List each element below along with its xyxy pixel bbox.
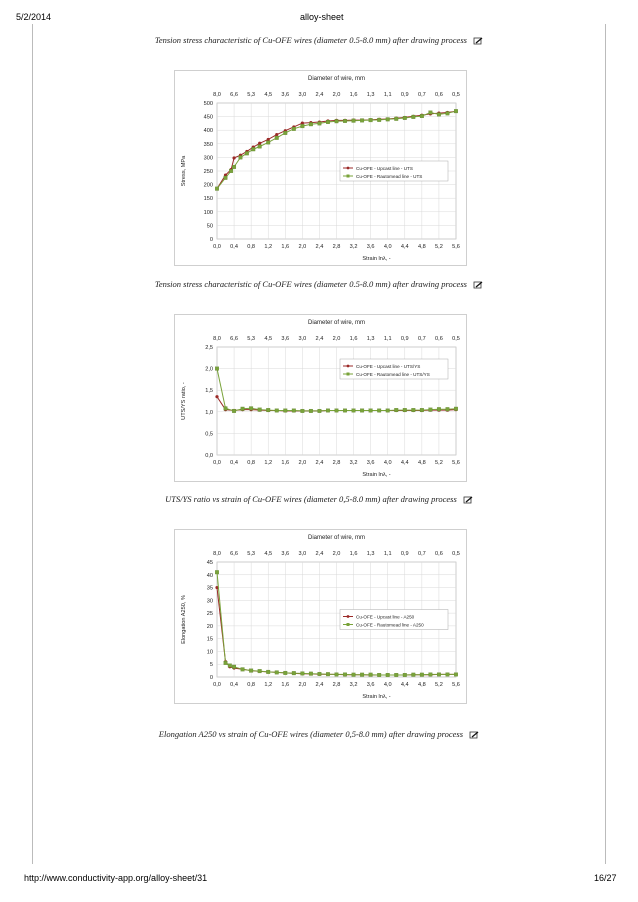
y-tick-label: 10 bbox=[206, 649, 213, 656]
data-point bbox=[232, 165, 236, 169]
x-tick-label: 1,2 bbox=[264, 460, 273, 466]
top-tick-label: 1,1 bbox=[383, 92, 392, 98]
data-point bbox=[301, 409, 305, 413]
x-tick-label: 0,0 bbox=[213, 682, 221, 688]
data-point bbox=[232, 156, 235, 159]
pencil-note-icon[interactable] bbox=[473, 281, 483, 289]
data-point bbox=[229, 169, 233, 173]
top-tick-label: 0,6 bbox=[435, 336, 443, 342]
top-tick-label: 2,0 bbox=[332, 336, 341, 342]
y-tick-label: 40 bbox=[206, 572, 213, 579]
data-point bbox=[245, 152, 249, 156]
data-point bbox=[326, 409, 330, 413]
top-tick-label: 3,0 bbox=[298, 92, 307, 98]
top-tick-label: 6,6 bbox=[230, 336, 238, 342]
y-tick-label: 400 bbox=[203, 128, 213, 135]
x-tick-label: 1,6 bbox=[281, 244, 290, 250]
y-tick-label: 150 bbox=[203, 196, 213, 203]
x-tick-label: 4,0 bbox=[383, 682, 392, 688]
x-tick-label: 0,4 bbox=[230, 682, 238, 688]
top-tick-label: 0,9 bbox=[400, 551, 409, 557]
data-point bbox=[283, 409, 287, 413]
top-axis-label: Diameter of wire, mm bbox=[307, 76, 366, 82]
caption-text: Tension stress characteristic of Cu-OFE wires (diameter 0.5-8.0 mm) after drawing process bbox=[154, 279, 467, 289]
x-tick-label: 4,8 bbox=[417, 244, 426, 250]
data-point bbox=[318, 409, 322, 413]
y-axis-label: Stress, MPa bbox=[181, 155, 187, 187]
x-axis-label: Strain lnλ, - bbox=[362, 256, 391, 262]
x-tick-label: 4,4 bbox=[400, 244, 409, 250]
data-point bbox=[377, 409, 381, 413]
top-tick-label: 1,1 bbox=[383, 551, 392, 557]
x-tick-label: 3,6 bbox=[366, 244, 375, 250]
data-point bbox=[228, 664, 232, 668]
top-tick-label: 2,4 bbox=[315, 92, 324, 98]
data-point bbox=[335, 673, 339, 677]
data-point bbox=[215, 570, 219, 574]
y-tick-label: 2,0 bbox=[205, 366, 213, 373]
data-point bbox=[301, 124, 305, 128]
data-point bbox=[275, 133, 278, 136]
x-tick-label: 2,4 bbox=[315, 682, 324, 688]
data-point bbox=[241, 407, 245, 411]
legend-marker bbox=[347, 623, 350, 626]
y-tick-label: 500 bbox=[203, 101, 213, 107]
data-point bbox=[429, 408, 433, 412]
header-title: alloy-sheet bbox=[300, 12, 344, 22]
data-point bbox=[318, 122, 322, 126]
y-tick-label: 0,5 bbox=[205, 431, 213, 438]
top-tick-label: 0,5 bbox=[452, 336, 460, 342]
data-point bbox=[301, 672, 305, 676]
top-tick-label: 6,6 bbox=[230, 551, 238, 557]
data-point bbox=[241, 668, 245, 672]
top-tick-label: 0,7 bbox=[417, 92, 426, 98]
top-tick-label: 8,0 bbox=[213, 336, 221, 342]
chart-svg-2 bbox=[175, 315, 466, 481]
top-tick-label: 8,0 bbox=[213, 92, 221, 98]
top-axis-label: Diameter of wire, mm bbox=[307, 535, 366, 541]
data-point bbox=[394, 673, 398, 677]
data-point bbox=[454, 109, 458, 113]
data-point bbox=[215, 395, 218, 398]
data-point bbox=[275, 409, 279, 413]
x-tick-label: 4,8 bbox=[417, 682, 426, 688]
x-tick-label: 0,8 bbox=[247, 460, 256, 466]
x-tick-label: 5,2 bbox=[435, 682, 443, 688]
data-point bbox=[343, 119, 347, 123]
x-tick-label: 0,8 bbox=[247, 244, 256, 250]
data-point bbox=[403, 408, 407, 412]
data-point bbox=[352, 119, 356, 123]
top-tick-label: 2,4 bbox=[315, 336, 324, 342]
top-tick-label: 0,7 bbox=[417, 551, 426, 557]
y-tick-label: 20 bbox=[206, 623, 213, 630]
legend-marker bbox=[347, 175, 350, 178]
legend-label: Cu-OFE - Upcast line - UTS/YS bbox=[356, 363, 421, 369]
x-tick-label: 2,4 bbox=[315, 244, 324, 250]
top-tick-label: 5,3 bbox=[247, 92, 256, 98]
data-point bbox=[454, 673, 458, 677]
data-point bbox=[232, 665, 236, 669]
data-point bbox=[437, 673, 441, 677]
figure-caption-3 bbox=[100, 494, 538, 504]
data-point bbox=[318, 672, 322, 676]
y-tick-label: 1,5 bbox=[205, 388, 213, 395]
data-point bbox=[258, 408, 262, 412]
legend-marker bbox=[347, 365, 350, 368]
figure-caption-4 bbox=[100, 729, 538, 739]
x-tick-label: 5,6 bbox=[452, 244, 460, 250]
left-margin-line bbox=[32, 24, 33, 864]
x-tick-label: 3,2 bbox=[349, 460, 358, 466]
x-tick-label: 4,4 bbox=[400, 682, 409, 688]
data-point bbox=[446, 407, 450, 411]
legend-label: Cu-OFE - Rautomead line - UTS/YS bbox=[356, 371, 430, 377]
data-point bbox=[403, 116, 407, 120]
x-axis-label: Strain lnλ, - bbox=[362, 472, 391, 478]
top-tick-label: 4,5 bbox=[264, 92, 273, 98]
y-tick-label: 450 bbox=[203, 114, 213, 121]
top-tick-label: 1,6 bbox=[349, 336, 358, 342]
x-tick-label: 2,0 bbox=[298, 244, 307, 250]
data-point bbox=[292, 409, 296, 413]
top-tick-label: 6,6 bbox=[230, 92, 238, 98]
data-point bbox=[386, 409, 390, 413]
top-tick-label: 0,6 bbox=[435, 551, 443, 557]
top-tick-label: 3,0 bbox=[298, 336, 307, 342]
x-tick-label: 2,0 bbox=[298, 460, 307, 466]
data-point bbox=[335, 119, 339, 123]
caption-text: Tension stress characteristic of Cu-OFE wires (diameter 0.5-8.0 mm) after drawing process bbox=[154, 35, 467, 45]
top-tick-label: 1,6 bbox=[349, 92, 358, 98]
data-point bbox=[369, 673, 373, 677]
data-point bbox=[360, 409, 364, 413]
data-point bbox=[266, 408, 270, 412]
data-point bbox=[275, 136, 279, 140]
x-tick-label: 1,6 bbox=[281, 460, 290, 466]
x-axis-label: Strain lnλ, - bbox=[362, 694, 391, 700]
top-tick-label: 2,4 bbox=[315, 551, 324, 557]
legend-label: Cu-OFE - Upcast line - UTS bbox=[356, 165, 413, 171]
legend-label: Cu-OFE - Rautomead line - UTS bbox=[356, 173, 423, 179]
data-point bbox=[283, 671, 287, 675]
right-margin-line bbox=[605, 24, 606, 864]
y-tick-label: 200 bbox=[203, 182, 213, 189]
x-tick-label: 4,8 bbox=[417, 460, 426, 466]
top-tick-label: 3,6 bbox=[281, 551, 290, 557]
x-tick-label: 2,4 bbox=[315, 460, 324, 466]
y-tick-label: 350 bbox=[203, 141, 213, 148]
pencil-note-icon[interactable] bbox=[469, 731, 479, 739]
data-point bbox=[326, 120, 330, 124]
data-point bbox=[258, 145, 262, 149]
data-point bbox=[369, 409, 373, 413]
top-tick-label: 1,3 bbox=[366, 336, 375, 342]
data-point bbox=[232, 409, 236, 413]
top-tick-label: 0,6 bbox=[435, 92, 443, 98]
data-point bbox=[420, 408, 424, 412]
data-point bbox=[360, 119, 364, 123]
x-tick-label: 0,4 bbox=[230, 460, 238, 466]
data-point bbox=[429, 111, 433, 115]
y-tick-label: 100 bbox=[203, 209, 213, 216]
data-point bbox=[275, 671, 279, 675]
y-tick-label: 250 bbox=[203, 169, 213, 175]
x-tick-label: 2,8 bbox=[332, 244, 341, 250]
legend-marker bbox=[347, 373, 350, 376]
top-tick-label: 4,5 bbox=[264, 336, 273, 342]
chart-svg-3 bbox=[175, 530, 466, 703]
x-tick-label: 3,2 bbox=[349, 682, 358, 688]
data-point bbox=[309, 409, 313, 413]
top-tick-label: 4,5 bbox=[264, 551, 273, 557]
x-tick-label: 1,2 bbox=[264, 682, 273, 688]
data-point bbox=[446, 112, 450, 116]
x-tick-label: 2,0 bbox=[298, 682, 307, 688]
data-point bbox=[309, 122, 313, 126]
data-point bbox=[292, 127, 296, 131]
x-tick-label: 2,8 bbox=[332, 460, 341, 466]
x-tick-label: 5,2 bbox=[435, 244, 443, 250]
x-tick-label: 0,4 bbox=[230, 244, 238, 250]
top-tick-label: 1,1 bbox=[383, 336, 392, 342]
top-tick-label: 1,3 bbox=[366, 551, 375, 557]
data-point bbox=[420, 673, 424, 677]
data-point bbox=[412, 673, 416, 677]
data-point bbox=[251, 147, 255, 151]
data-point bbox=[446, 673, 450, 677]
x-tick-label: 3,2 bbox=[349, 244, 358, 250]
x-tick-label: 5,6 bbox=[452, 682, 460, 688]
data-point bbox=[224, 407, 228, 411]
legend-marker bbox=[347, 615, 350, 618]
x-tick-label: 3,6 bbox=[366, 460, 375, 466]
pencil-note-icon[interactable] bbox=[463, 496, 473, 504]
data-point bbox=[394, 408, 398, 412]
y-axis-label: Elongation A250, % bbox=[181, 595, 187, 644]
data-point bbox=[224, 176, 228, 180]
y-tick-label: 300 bbox=[203, 155, 213, 162]
footer-url[interactable]: http://www.conductivity-app.org/alloy-sheet/31 bbox=[24, 873, 208, 883]
caption-text: UTS/YS ratio vs strain of Cu-OFE wires (diameter 0,5-8.0 mm) after drawing process bbox=[165, 494, 457, 504]
top-axis-label: Diameter of wire, mm bbox=[307, 320, 366, 326]
x-tick-label: 2,8 bbox=[332, 682, 341, 688]
data-point bbox=[437, 113, 441, 117]
top-tick-label: 5,3 bbox=[247, 551, 256, 557]
data-point bbox=[239, 156, 243, 160]
top-tick-label: 2,0 bbox=[332, 551, 341, 557]
chart-3-elongation bbox=[174, 529, 467, 704]
top-tick-label: 1,6 bbox=[349, 551, 358, 557]
x-tick-label: 5,6 bbox=[452, 460, 460, 466]
data-point bbox=[403, 673, 407, 677]
data-point bbox=[360, 673, 364, 677]
y-tick-label: 0 bbox=[209, 675, 213, 681]
caption-text: Elongation A250 vs strain of Cu-OFE wires (diameter 0,5-8.0 mm) after drawing process bbox=[158, 729, 464, 739]
data-point bbox=[292, 671, 296, 675]
y-tick-label: 30 bbox=[206, 598, 213, 605]
y-tick-label: 15 bbox=[206, 636, 213, 643]
figure-caption-1 bbox=[100, 35, 538, 45]
x-tick-label: 4,4 bbox=[400, 460, 409, 466]
data-point bbox=[249, 669, 253, 673]
chart-svg-1 bbox=[175, 71, 466, 265]
data-point bbox=[283, 131, 287, 135]
data-point bbox=[369, 118, 373, 122]
data-point bbox=[335, 409, 339, 413]
data-point bbox=[412, 408, 416, 412]
data-point bbox=[249, 407, 253, 411]
footer-page-number: 16/27 bbox=[594, 873, 617, 883]
y-tick-label: 25 bbox=[206, 611, 213, 618]
data-point bbox=[377, 118, 381, 122]
legend-label: Cu-OFE - Upcast line - A250 bbox=[356, 614, 415, 620]
x-tick-label: 0,0 bbox=[213, 460, 221, 466]
x-tick-label: 1,6 bbox=[281, 682, 290, 688]
header-date: 5/2/2014 bbox=[16, 12, 52, 22]
chart-1-stress bbox=[174, 70, 467, 266]
y-tick-label: 35 bbox=[206, 585, 213, 592]
data-point bbox=[309, 672, 313, 676]
y-tick-label: 1,0 bbox=[205, 409, 213, 416]
x-tick-label: 0,0 bbox=[213, 244, 221, 250]
data-point bbox=[224, 661, 228, 665]
data-point bbox=[266, 670, 270, 674]
data-point bbox=[429, 673, 433, 677]
top-tick-label: 0,5 bbox=[452, 551, 460, 557]
data-point bbox=[352, 409, 356, 413]
data-point bbox=[343, 409, 347, 413]
y-tick-label: 0 bbox=[209, 237, 213, 243]
y-axis-label: UTS/YS ratio, - bbox=[181, 382, 187, 420]
figure-caption-2 bbox=[100, 279, 538, 289]
x-tick-label: 1,2 bbox=[264, 244, 273, 250]
data-point bbox=[215, 367, 219, 371]
data-point bbox=[215, 187, 219, 191]
legend-label: Cu-OFE - Rautomead line - A250 bbox=[356, 622, 424, 628]
top-tick-label: 0,5 bbox=[452, 92, 460, 98]
data-point bbox=[343, 673, 347, 677]
data-point bbox=[437, 407, 441, 411]
y-tick-label: 50 bbox=[206, 223, 213, 230]
data-point bbox=[394, 117, 398, 121]
x-tick-label: 3,6 bbox=[366, 682, 375, 688]
data-point bbox=[258, 669, 262, 673]
x-tick-label: 5,2 bbox=[435, 460, 443, 466]
legend-marker bbox=[347, 167, 350, 170]
top-tick-label: 3,6 bbox=[281, 92, 290, 98]
chart-2-uts-ys bbox=[174, 314, 467, 482]
top-tick-label: 2,0 bbox=[332, 92, 341, 98]
top-tick-label: 1,3 bbox=[366, 92, 375, 98]
data-point bbox=[352, 673, 356, 677]
x-tick-label: 0,8 bbox=[247, 682, 256, 688]
top-tick-label: 3,0 bbox=[298, 551, 307, 557]
data-point bbox=[258, 142, 261, 145]
top-tick-label: 8,0 bbox=[213, 551, 221, 557]
top-tick-label: 0,9 bbox=[400, 92, 409, 98]
data-point bbox=[386, 673, 390, 677]
data-point bbox=[326, 672, 330, 676]
y-tick-label: 2,5 bbox=[205, 345, 213, 351]
pencil-note-icon[interactable] bbox=[473, 37, 483, 45]
top-tick-label: 0,9 bbox=[400, 336, 409, 342]
data-point bbox=[266, 141, 270, 145]
x-tick-label: 4,0 bbox=[383, 460, 392, 466]
data-point bbox=[454, 407, 458, 411]
y-tick-label: 0,0 bbox=[205, 453, 213, 459]
y-tick-label: 45 bbox=[206, 560, 213, 566]
y-tick-label: 5 bbox=[209, 662, 213, 669]
top-tick-label: 0,7 bbox=[417, 336, 426, 342]
top-tick-label: 3,6 bbox=[281, 336, 290, 342]
data-point bbox=[420, 114, 424, 118]
top-tick-label: 5,3 bbox=[247, 336, 256, 342]
data-point bbox=[386, 118, 390, 122]
x-tick-label: 4,0 bbox=[383, 244, 392, 250]
data-point bbox=[412, 115, 416, 119]
data-point bbox=[377, 673, 381, 677]
